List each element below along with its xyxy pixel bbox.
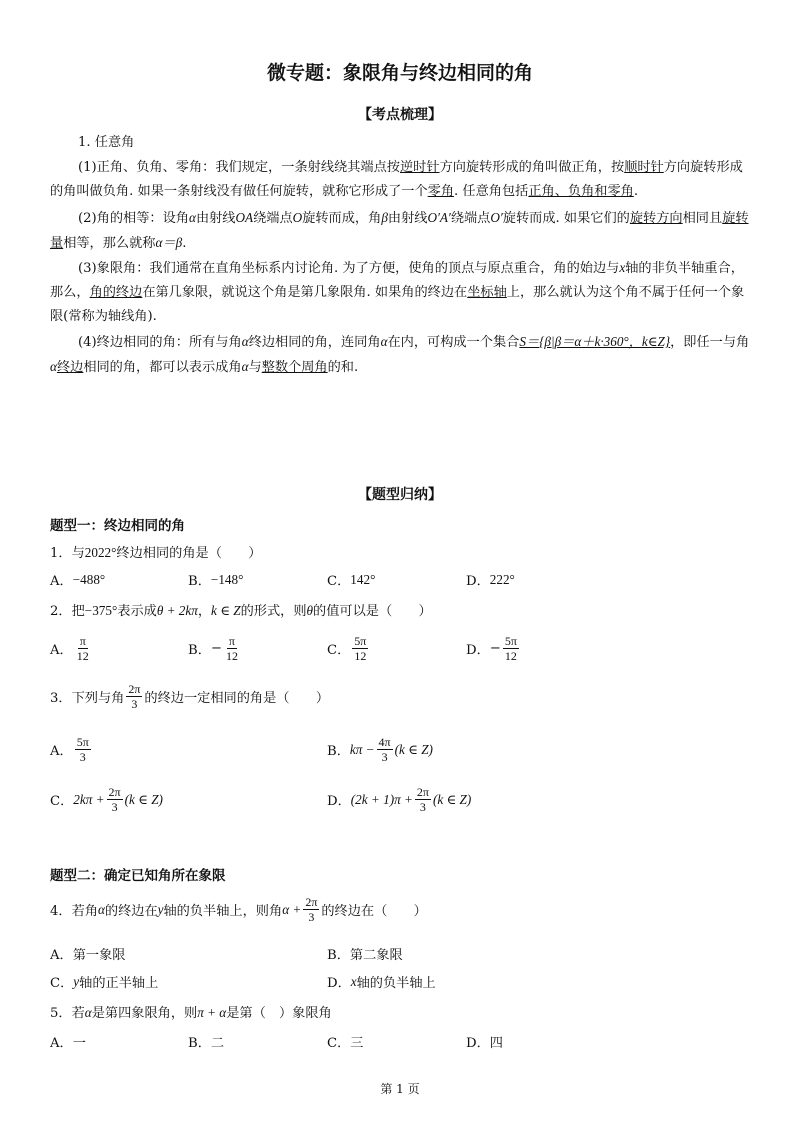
text: 由射线 [195,211,236,226]
math-expression: (k ∈ Z) [432,791,472,807]
text: 表示成 [117,604,157,619]
q2-option-a[interactable] [50,634,93,663]
math-symbol: O′A′ [427,210,451,225]
item-heading: 1. 任意角 [78,135,135,150]
q2-option-c[interactable] [327,634,370,663]
math-symbol: y [157,901,164,917]
math-symbol: β [381,210,388,225]
option-label: B． [188,574,211,589]
denominator: 3 [308,910,315,924]
type-heading-2: 题型二：确定已知角所在象限 [50,868,226,884]
math-symbol: θ [306,603,314,618]
numerator: 5π [76,735,89,749]
math-expression: (k ∈ Z) [124,791,163,807]
page-footer: 第 1 页 [380,1082,420,1096]
text: 2．把 [50,604,85,619]
text: 相同且 [682,211,723,226]
math-symbol: α [50,359,57,374]
q5-option-a[interactable] [50,1032,86,1051]
text: 终边相同的角，连同角 [248,335,381,350]
option-label: B． [188,643,211,658]
math-symbol: α [380,334,388,349]
numerator: 2π [305,895,318,909]
paragraph-1 [50,156,750,204]
paragraph-4 [50,330,750,380]
math-expression: α＝β [155,235,183,250]
set-expression: S＝{β|β＝α＋k·360°，k∈Z} [519,334,671,349]
underlined-term: 旋转方向 [629,211,683,226]
math-expression: 2kπ + [73,791,105,807]
option-value: 二 [210,1036,225,1051]
option-value: 四 [489,1036,503,1051]
option-value: 三 [350,1036,364,1051]
page-title: 微专题：象限角与终边相同的角 [266,62,533,84]
option-label: A． [50,574,73,589]
option-label: A． [50,948,73,963]
fraction [107,785,123,814]
math-symbol: x [350,973,357,989]
option-label: C． [50,976,74,991]
text: 5．若 [50,1006,85,1021]
q5-option-b[interactable] [188,1032,224,1051]
math-expression: k ∈ Z [211,603,241,618]
option-label: B． [327,948,350,963]
denominator: 3 [131,697,138,711]
option-label: D． [466,643,490,658]
fraction [303,895,319,924]
math-symbol: α [241,359,249,374]
text: 的终边在 [104,904,158,919]
option-label: C． [50,794,74,809]
fraction [75,634,91,663]
underlined-term: 整数个周角 [261,360,328,375]
text: 轴的负半轴上，则角 [163,904,283,919]
math-expression: θ + 2kπ [156,603,198,618]
text: 终边相同的角是（ ） [116,546,262,561]
q3-option-a[interactable] [50,735,93,764]
denominator: 12 [225,649,238,663]
math-expression: (2k + 1)π + [350,791,413,807]
text: 的和. [327,360,359,375]
text: 旋转而成，角 [302,211,382,226]
text: (2)角的相等：设角 [78,211,189,226]
numerator: 4π [378,735,391,749]
math-symbol: α [241,334,249,349]
underlined-term: 坐标轴 [467,285,507,300]
option-label: D． [327,794,351,809]
q3-option-d[interactable] [327,785,471,814]
option-text: 第一象限 [72,948,126,963]
q4-option-a[interactable] [50,944,125,963]
text: 相同的角，都可以表示成角 [83,360,242,375]
fraction [415,785,431,814]
sign: − [210,641,222,656]
text: . [633,184,639,199]
numerator: π [79,634,86,648]
question-3 [50,682,329,711]
denominator: 12 [504,649,517,663]
text: 方向旋转形成的角叫做负角. 如果一条射线没有做任何旋转，就称它形成了一个 [50,160,743,199]
numerator: 5π [504,634,517,648]
text: 在内，可构成一个集合 [387,335,520,350]
numerator: 2π [128,682,141,696]
sign: − [489,641,501,656]
text: . [182,236,187,251]
text: 1．与 [50,546,85,561]
text: 绕端点 [450,211,491,226]
math-symbol: α [189,210,196,225]
text: 相等，那么就称 [63,236,156,251]
q1-option-a[interactable] [50,570,105,589]
q1-option-d[interactable] [466,570,515,589]
text: 绕端点 [253,211,293,226]
question-1 [50,542,261,561]
math-expression: kπ − [349,741,375,757]
numerator: 2π [416,785,429,799]
text: 与 [248,360,262,375]
option-text: 轴的负半轴上 [356,976,436,991]
underlined-term: 角的终边 [89,285,143,300]
option-label: B． [188,1036,211,1051]
option-label: C． [327,643,351,658]
text: 的形式，则 [240,604,307,619]
q5-option-d[interactable] [466,1032,503,1051]
fraction [224,634,240,663]
text: ， [197,604,212,619]
denominator: 3 [111,800,118,814]
text: 4．若角 [50,904,98,919]
text: 的终边一定相同的角是（ ） [144,691,330,706]
math-expression: α + [282,901,302,917]
q4-option-b[interactable] [327,944,403,963]
option-label: C． [327,1036,351,1051]
text: 在第几象限，就说这个角是第几象限角. 如果角的终边在 [142,285,468,300]
math-symbol: α [84,1005,92,1020]
text: 的终边在（ ） [321,904,427,919]
option-value: 222° [489,571,515,587]
numerator: 5π [354,634,367,648]
paragraph-2 [50,206,750,256]
option-label: C． [327,574,351,589]
option-value: 142° [350,571,376,587]
q4-option-c[interactable] [50,972,158,991]
type-heading-1: 题型一：终边相同的角 [50,518,185,534]
underlined-term: 终边 [56,360,84,375]
text: 3．下列与角 [50,691,125,706]
text: 的值可以是（ ） [313,604,432,619]
text: 是第（ ）象限角 [226,1006,332,1021]
q1-option-c[interactable] [327,570,375,589]
denominator: 3 [419,800,426,814]
math-symbol: O′ [490,210,503,225]
option-label: B． [327,744,350,759]
underlined-term: 正角、负角和零角 [528,184,634,199]
q3-option-b[interactable] [327,735,433,764]
fraction [503,634,519,663]
option-value: −488° [72,571,106,587]
question-4 [50,895,427,924]
math-symbol: OA [235,210,254,225]
text: (1)正角、负角、零角：我们规定，一条射线绕其端点按 [78,160,400,175]
option-label: D． [327,976,351,991]
text: 由射线 [387,211,428,226]
text: 轴的非负半轴重合，那么， [50,261,744,300]
section-title-knowledge: 【考点梳理】 [358,107,442,123]
q3-option-c[interactable] [50,785,163,814]
q2-option-b[interactable] [188,634,242,663]
math-symbol: y [73,973,80,989]
text: 上，那么就认为这个角不属于任何一个象限(常称为轴线角). [50,285,745,324]
denominator: 12 [76,649,89,663]
option-label: D． [466,574,490,589]
fraction [126,682,142,711]
q2-option-d[interactable] [466,634,521,663]
q4-option-d[interactable] [327,972,436,991]
q1-option-b[interactable] [188,570,243,589]
math-symbol: α [97,901,105,917]
text: . 任意角包括 [454,184,529,199]
fraction [377,735,393,764]
denominator: 3 [381,750,388,764]
section-title-types: 【题型归纳】 [358,487,442,503]
math-expression: (k ∈ Z) [394,741,433,757]
question-2 [50,600,432,619]
option-label: A． [50,744,73,759]
option-label: A． [50,1036,73,1051]
denominator: 12 [354,649,367,663]
math-symbol: O [292,210,303,225]
text: 是第四象限角，则 [91,1006,198,1021]
text: (4)终边相同的角：所有与角 [78,335,242,350]
fraction [75,735,91,764]
text: (3)象限角：我们通常在直角坐标系内讨论角. 为了方便，使角的顶点与原点重合，角的始边与 [78,261,620,276]
numerator: π [228,634,235,648]
underlined-term: 顺时针 [624,160,664,175]
paragraph-3 [50,256,750,329]
math-expression: π + α [197,1005,227,1020]
math-symbol: x [619,260,626,275]
numerator: 2π [108,785,121,799]
option-label: A． [50,643,73,658]
underlined-term: 逆时针 [400,160,440,175]
underlined-term: 旋转量 [50,211,749,251]
math-value: 2022° [84,545,117,560]
text: ，即任一与角 [670,335,750,350]
denominator: 3 [79,750,86,764]
underlined-term: 零角 [427,184,455,199]
math-value: −375° [84,603,118,618]
fraction [352,634,368,663]
option-value: −148° [210,571,244,587]
question-5 [50,1002,332,1021]
text: 方向旋转形成的角叫做正角，按 [439,160,625,175]
option-value: 一 [72,1036,86,1051]
text: 旋转而成. 如果它们的 [502,211,630,226]
q5-option-c[interactable] [327,1032,363,1051]
option-text: 轴的正半轴上 [79,976,159,991]
option-label: D． [466,1036,490,1051]
option-text: 第二象限 [349,948,403,963]
